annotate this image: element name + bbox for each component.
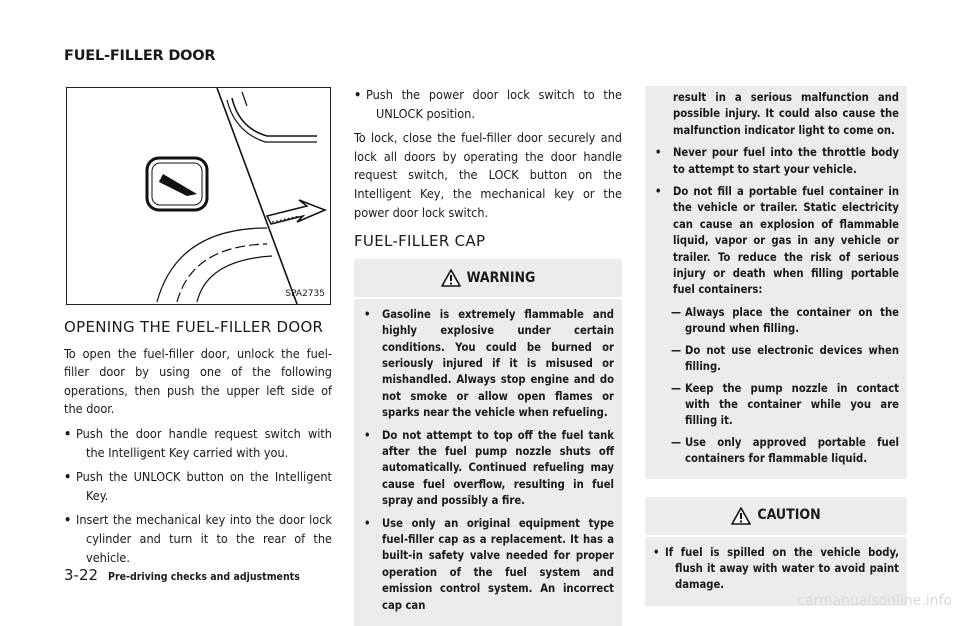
warning-triangle-icon	[441, 269, 461, 287]
list-item: • Do not fill a portable fuel container in the vehicle or trailer. Static electricity can cause an explosion of flammable liquid, vapor or gas in any vehicle or trailer. To reduce the risk of serious injury or death when filling portable fuel containers:	[655, 185, 899, 297]
list-item: • Gasoline is extremely flammable and highly explosive under certain conditions. You could be burned or seriously injured if it is misused or mishandled. Always stop engine and do not smoke or allow open flames or sparks near the vehicle when refueling.	[364, 307, 614, 420]
fuel-door-drawing	[67, 88, 330, 304]
warning-more-bullets	[653, 145, 899, 299]
bullet-dot: •	[653, 545, 660, 559]
opening-bullets	[64, 425, 332, 567]
list-item: • Push the UNLOCK button on the Intelligent Key.	[64, 469, 332, 503]
list-item: • Insert the mechanical key into the door lock cylinder and turn it to the rear of the vehicle.	[64, 512, 332, 565]
warning-box-continued	[645, 86, 907, 479]
dash-mark: —	[671, 343, 682, 357]
dash-mark: —	[671, 435, 682, 449]
warning-box	[354, 259, 622, 626]
caution-title: CAUTION	[757, 507, 821, 524]
warning-continuation: result in a serious malfunction and possible injury. It could also cause the malfunction indicator light to come on.	[673, 91, 899, 137]
list-item: — Use only approved portable fuel containers for flammable liquid.	[671, 435, 899, 466]
warning-title: WARNING	[466, 269, 536, 286]
cap-heading: FUEL-FILLER CAP	[354, 232, 486, 251]
list-item: • Never pour fuel into the throttle body to attempt to start your vehicle.	[655, 146, 899, 176]
column-1	[64, 318, 332, 573]
warning-header	[354, 259, 622, 299]
lock-text: To lock, close the fuel-filler door securely and lock all doors by operating the door handle request switch, the LOCK button on the Intelligent Key, the mechanical key or the power door lock switch.	[354, 130, 622, 220]
figure-label: SPA2735	[285, 289, 325, 299]
bullet-dot: •	[364, 516, 371, 530]
column-2	[354, 86, 622, 626]
caution-bullets	[653, 545, 899, 594]
caution-box	[645, 497, 907, 606]
bullet-dot: •	[655, 146, 662, 160]
caution-header	[645, 497, 907, 537]
bullet-dot: •	[64, 469, 72, 485]
opening-bullets-cont	[354, 86, 622, 123]
list-item: • Do not attempt to top off the fuel tank after the fuel pump nozzle shuts off automatically. Continued refueling may cause fuel overflow, resulting in fuel spray and possibly a fire.	[364, 428, 614, 508]
page-footer	[64, 566, 300, 584]
bullet-dot: •	[364, 307, 371, 321]
bullet-dot: •	[364, 428, 371, 442]
list-item: — Do not use electronic devices when filling.	[671, 343, 899, 374]
column-3	[645, 86, 907, 606]
opening-heading: OPENING THE FUEL-FILLER DOOR	[64, 318, 324, 336]
list-item: • Push the power door lock switch to the UNLOCK position.	[354, 87, 622, 121]
opening-intro: To open the fuel-filler door, unlock the fuel-filler door by using one of the following operations, then push the upper left side of the door.	[64, 345, 332, 417]
page-number: 3-22	[64, 566, 99, 584]
footer-title: Pre-driving checks and adjustments	[108, 571, 300, 583]
watermark: carmanualsonline.info	[797, 593, 952, 609]
list-item: • If fuel is spilled on the vehicle body, flush it away with water to avoid paint damage.	[653, 545, 899, 592]
list-item: • Push the door handle request switch with the Intelligent Key carried with you.	[64, 425, 332, 460]
bullet-dot: •	[354, 87, 362, 102]
list-item: — Always place the container on the ground when filling.	[671, 305, 899, 336]
fuel-door-illustration	[66, 87, 331, 305]
warning-dash-list	[653, 305, 899, 468]
section-title: FUEL-FILLER DOOR	[64, 48, 216, 64]
bullet-dot: •	[655, 185, 662, 199]
caution-triangle-icon	[731, 507, 751, 525]
list-item: — Keep the pump nozzle in contact with the container while you are filling it.	[671, 381, 899, 428]
dash-mark: —	[671, 305, 682, 319]
list-item: • Use only an original equipment type fuel-filler cap as a replacement. It has a built-in safety valve needed for proper operation of the fuel system and emission control system. An incorrect cap can	[364, 516, 614, 612]
dash-mark: —	[671, 381, 682, 395]
bullet-dot: •	[64, 512, 72, 528]
bullet-dot: •	[64, 425, 72, 441]
warning-bullets	[362, 307, 614, 614]
